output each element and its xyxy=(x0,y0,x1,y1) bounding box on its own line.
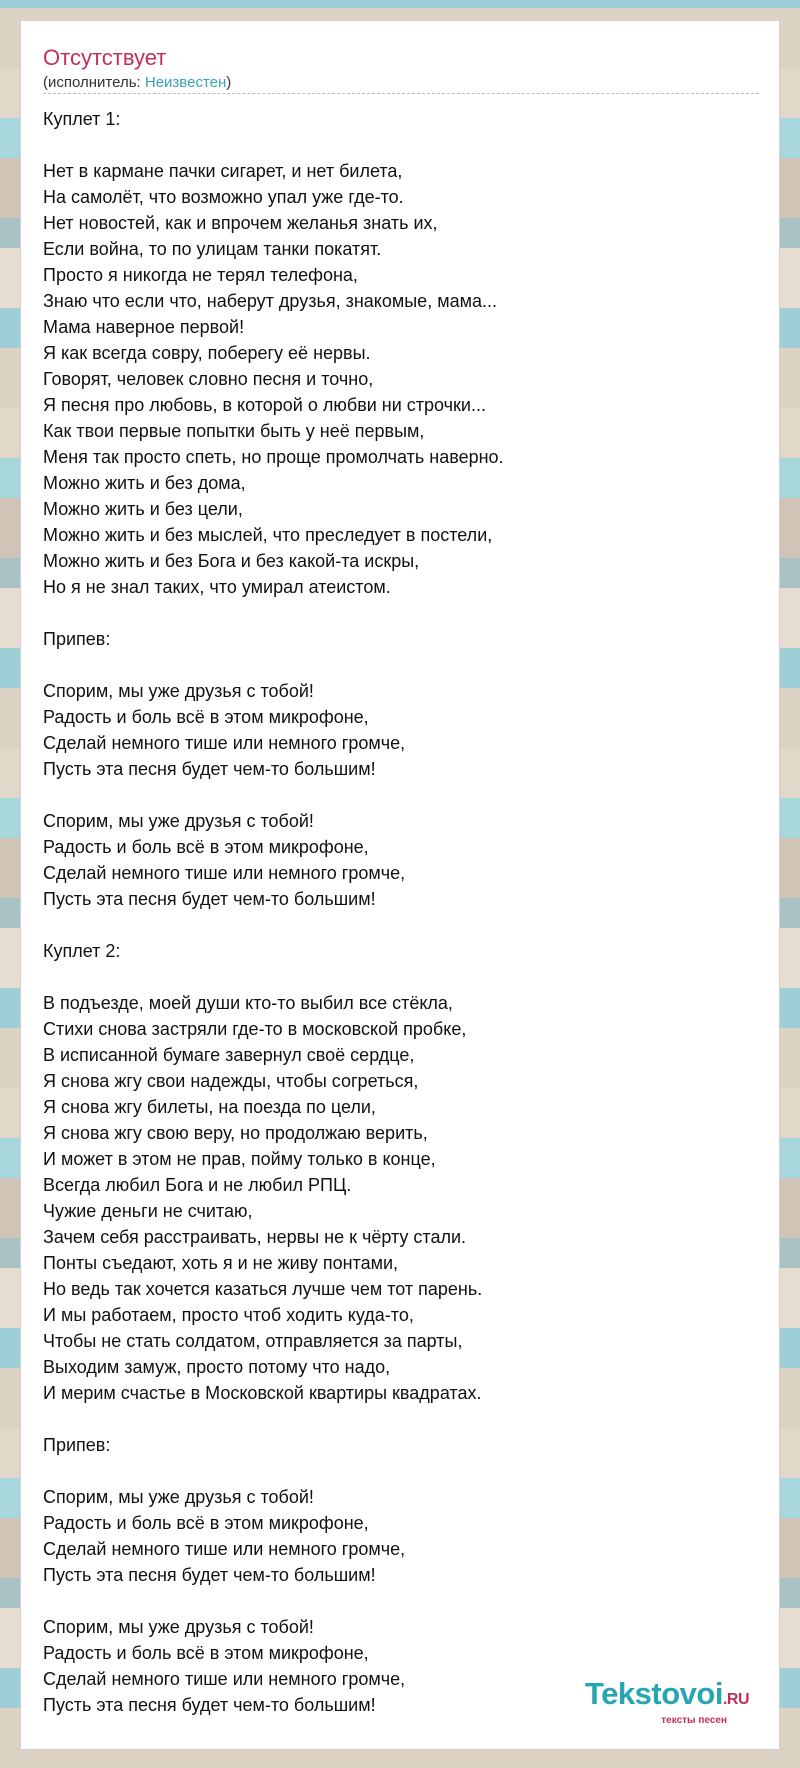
logo-main-text: Tekstovoi xyxy=(585,1676,723,1711)
lyrics-card xyxy=(20,20,780,1750)
site-logo[interactable] xyxy=(585,1676,749,1727)
logo-wordmark xyxy=(585,1676,749,1715)
lyrics-text: Куплет 1: Нет в кармане пачки сигарет, и нет билета, На самолёт, что возможно упал уже где-то. Нет новостей, как и впрочем желанья знать их, Если война, то по улицам танки покатят. Просто я никогда не терял телефона, Знаю что если что, наберут друзья, знакомые, мама... Мама наверное первой! Я как всегда совру, поберегу её нервы. Говорят, человек словно песня и точно, Я песня про любовь, в которой о любви ни строчки... Как твои первые попытки быть у неё первым, Меня так просто спеть, но проще промолчать наверно. Можно жить и без дома, Можно жить и без цели, Можно жить и без мыслей, что преследует в постели, Можно жить и без Бога и без какой-та искры, Но я не знал таких, что умирал атеистом. Припев: Спорим, мы уже друзья с тобой! Радость и боль всё в этом микрофоне, Сделай немного тише или немного громче, Пусть эта песня будет чем-то большим! Спорим, мы уже друзья с тобой! Радость и боль всё в этом микрофоне, Сделай немного тише или немного громче, Пусть эта песня будет чем-то большим! Куплет 2: В подъезде, моей души кто-то выбил все стёкла, Стихи снова застряли где-то в московской пробке, В исписанной бумаге завернул своё сердце, Я снова жгу свои надежды, чтобы согреться, Я снова жгу билеты, на поезда по цели, Я снова жгу свою веру, но продолжаю верить, И может в этом не прав, пойму только в конце, Всегда любил Бога и не любил РПЦ. Чужие деньги не считаю, Зачем себя расстраивать, нервы не к чёрту стали. Понты съедают, хоть я и не живу понтами, Но ведь так хочется казаться лучше чем тот парень. И мы работаем, просто чтоб ходить куда-то, Чтобы не стать солдатом, отправляется за парты, Выходим замуж, просто потому что надо, И мерим счастье в Московской квартиры квадратах. Припев: Спорим, мы уже друзья с тобой! Радость и боль всё в этом микрофоне, Сделай немного тише или немного громче, Пусть эта песня будет чем-то большим! Спорим, мы уже друзья с тобой! Радость и боль всё в этом микрофоне, Сделай немного тише или немного громче, Пусть эта песня будет чем-то большим! xyxy=(43,109,504,1715)
artist-link[interactable]: Неизвестен xyxy=(144,74,227,91)
logo-suffix: .RU xyxy=(722,1691,749,1708)
logo-tagline: тексты песен xyxy=(661,1715,727,1726)
artist-prefix: (исполнитель: xyxy=(43,74,145,91)
title-divider xyxy=(43,93,759,94)
song-title: Отсутствует xyxy=(43,45,167,70)
artist-line xyxy=(43,74,231,91)
artist-suffix: ) xyxy=(226,74,232,91)
